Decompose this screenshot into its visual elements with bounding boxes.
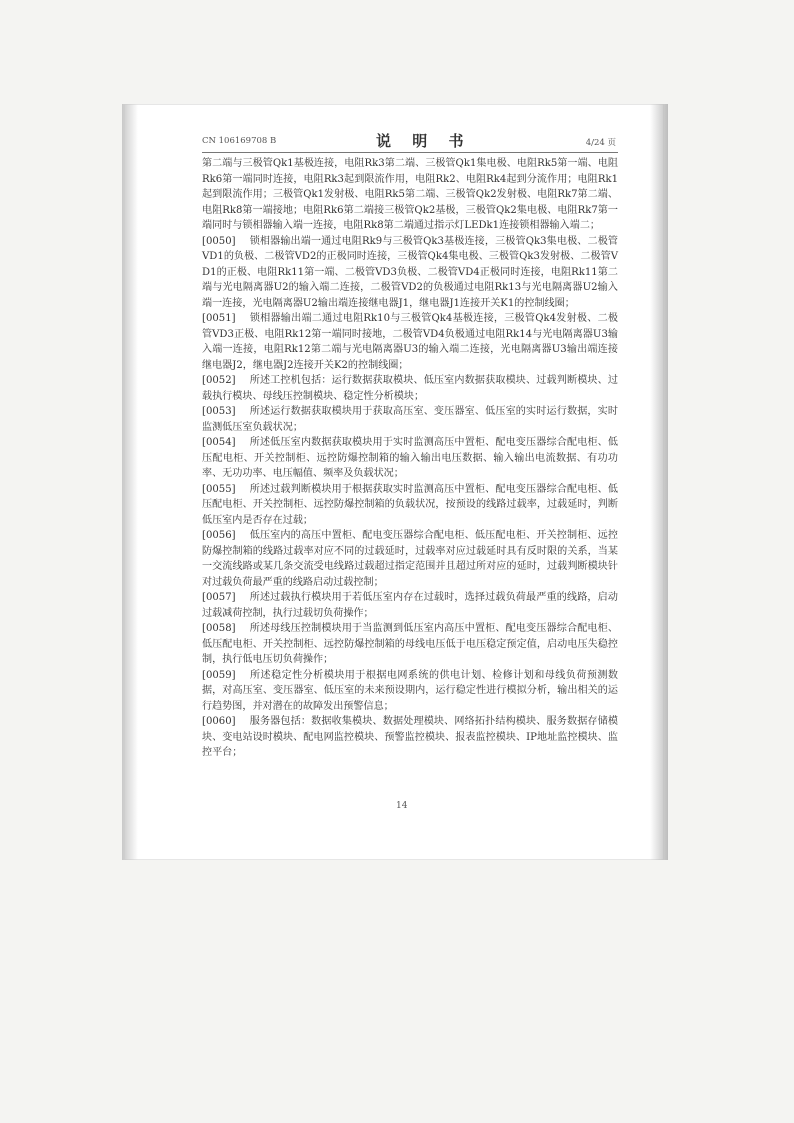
- paragraph-text: 低压室内的高压中置柜、配电变压器综合配电柜、低压配电柜、开关控制柜、远控防爆控制箱的线路过载率对应不同的过载延时，过载率对应过载延时具有反时限的关系，当某一交流线路或某几条交流受电线路过载超过指定范围并且超过所对应的延时，过载判断模块针对过载负荷最严重的线路启动过载控制；: [202, 530, 618, 588]
- document-title: 说 明 书: [376, 132, 472, 150]
- paragraph-0059: [202, 668, 618, 715]
- paragraph-0056: [202, 528, 618, 590]
- paragraph-number: [0051]: [202, 313, 236, 324]
- paragraph-text: 所述过载判断模块用于根据获取实时监测高压中置柜、配电变压器综合配电柜、低压配电柜、开关控制柜、远控防爆控制箱的负载状况，按预设的线路过载率，过载延时，判断低压室内是否存在过载；: [202, 483, 618, 526]
- paragraph-text: 所述稳定性分析模块用于根据电网系统的供电计划、检修计划和母线负荷预测数据，对高压室、变压器室、低压室的未来预设期内，运行稳定性进行模拟分析，输出相关的运行趋势图，并对潜在的故障发出预警信息；: [202, 669, 618, 712]
- paragraph-text: 锁相器输出端二通过电阻Rk10与三极管Qk4基极连接，三极管Qk4发射极、二极管VD3正极、电阻Rk12第一端同时接地，二极管VD4负极通过电阻Rk14与光电隔离器U3输入端一连接，电阻Rk12第二端与光电隔离器U3的输入端二连接，光电隔离器U3输出端连接继电器J2，继电器J2连接开关K2的控制线圈；: [202, 313, 618, 371]
- paragraph-text: 锁相器输出端一通过电阻Rk9与三极管Qk3基极连接，三极管Qk3集电极、二极管VD1的负极、二极管VD2的正极同时连接，三极管Qk4集电极、三极管Qk3发射极、二极管VD1的正极、电阻Rk11第一端、二极管VD3负极、二极管VD4正极同时连接，电阻Rk11第二端与光电隔离器U2的输入端二连接，二极管VD2的负极通过电阻Rk13与光电隔离器U2输入端一连接，光电隔离器U2输出端连接继电器J1，继电器J1连接开关K1的控制线圈；: [202, 235, 618, 309]
- page-indicator: 4/24 页: [585, 138, 616, 148]
- paragraph-0050: [202, 234, 618, 312]
- paragraph-0057: [202, 590, 618, 621]
- page-left-edge-shadow: [122, 104, 138, 860]
- paragraph-0051: [202, 311, 618, 373]
- description-body: [202, 156, 618, 761]
- paragraph-continuation: [202, 156, 618, 234]
- paragraph-0052: [202, 373, 618, 404]
- page-header: [202, 130, 618, 150]
- paragraph-number: [0056]: [202, 530, 236, 541]
- paragraph-0054: [202, 435, 618, 482]
- page-right-edge-shadow: [650, 104, 668, 860]
- paragraph-0053: [202, 404, 618, 435]
- paragraph-text: 服务器包括：数据收集模块、数据处理模块、网络拓扑结构模块、服务数据存储模块、变电站设时模块、配电网监控模块、预警监控模块、报表监控模块、IP地址监控模块、监控平台；: [202, 716, 618, 758]
- paragraph-number: [0054]: [202, 437, 236, 448]
- paragraph-number: [0057]: [202, 592, 236, 603]
- page-number: 14: [396, 801, 408, 811]
- paragraph-text: 第二端与三极管Qk1基极连接，电阻Rk3第二端、三极管Qk1集电极、电阻Rk5第一端、电阻Rk6第一端同时连接，电阻Rk3起到限流作用，电阻Rk2、电阻Rk4起到分流作用；电阻Rk1起到限流作用；三极管Qk1发射极、电阻Rk5第二端、三极管Qk2发射极、电阻Rk7第二端、电阻Rk8第一端接地；电阻Rk6第二端接三极管Qk2基极，三极管Qk2集电极、电阻Rk7第一端同时与锁相器输入端一连接，电阻Rk8第二端通过指示灯LEDk1连接锁相器输入端二；: [202, 158, 618, 231]
- paragraph-text: 所述工控机包括：运行数据获取模块、低压室内数据获取模块、过载判断模块、过载执行模块、母线压控制模块、稳定性分析模块；: [202, 375, 618, 402]
- paragraph-number: [0053]: [202, 406, 236, 417]
- paragraph-0055: [202, 482, 618, 529]
- paragraph-number: [0050]: [202, 235, 236, 247]
- publication-number: CN 106169708 B: [202, 136, 277, 146]
- paragraph-number: [0055]: [202, 483, 236, 495]
- paragraph-0058: [202, 621, 618, 668]
- paragraph-text: 所述过载执行模块用于若低压室内存在过载时，选择过载负荷最严重的线路，启动过载减荷控制，执行过载切负荷操作；: [202, 592, 618, 619]
- paragraph-number: [0059]: [202, 669, 236, 681]
- paragraph-text: 所述低压室内数据获取模块用于实时监测高压中置柜、配电变压器综合配电柜、低压配电柜、开关控制柜、远控防爆控制箱的输入输出电压数据、输入输出电流数据、有功功率、无功功率、电压幅值、频率及负载状况；: [202, 437, 618, 479]
- paragraph-number: [0060]: [202, 716, 236, 727]
- paragraph-text: 所述运行数据获取模块用于获取高压室、变压器室、低压室的实时运行数据，实时监测低压室负载状况；: [202, 406, 618, 433]
- header-rule: [202, 152, 618, 153]
- paragraph-0060: [202, 714, 618, 761]
- paragraph-text: 所述母线压控制模块用于当监测到低压室内高压中置柜、配电变压器综合配电柜、低压配电柜、开关控制柜、远控防爆控制箱的母线电压低于电压稳定预定值，启动电压失稳控制，执行低电压切负荷操作；: [202, 623, 618, 665]
- paragraph-number: [0052]: [202, 375, 236, 386]
- paragraph-number: [0058]: [202, 623, 236, 634]
